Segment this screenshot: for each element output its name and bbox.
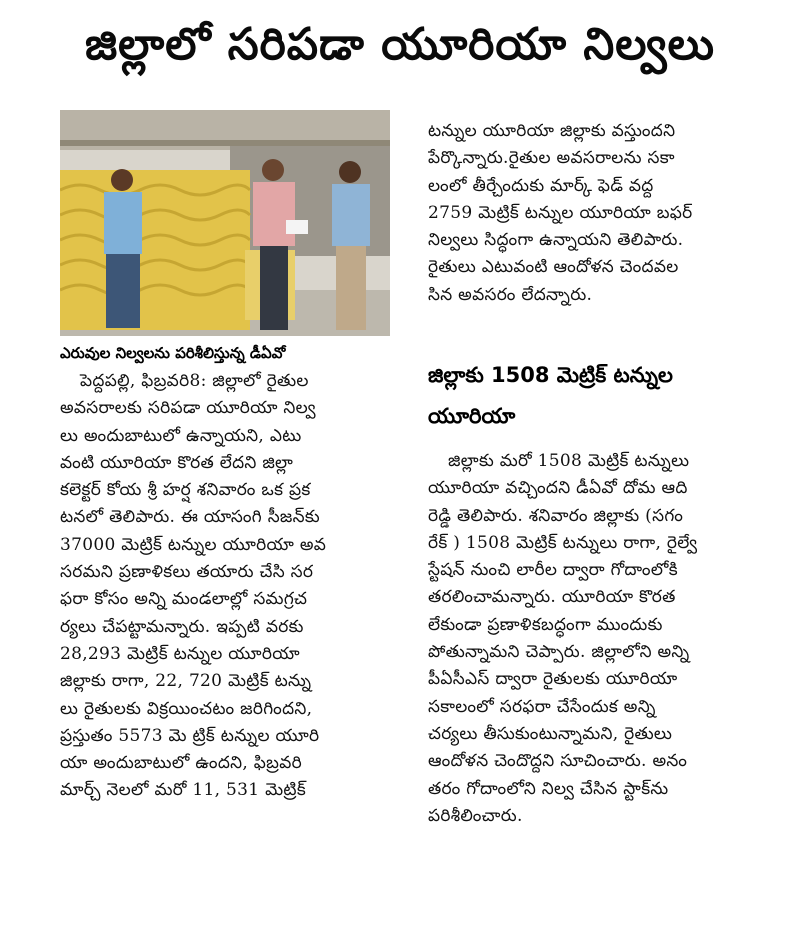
text-line: టనలో తెలిపారు. ఈ యాసంగి సీజన్‌కు (60, 507, 320, 528)
text-line: ర్యలు చేపట్టామన్నారు. ఇప్పటి వరకు (60, 616, 304, 637)
text-line: పేర్కొన్నారు.రైతుల అవసరాలను సకా (428, 148, 675, 169)
text-line: 28,293 మెట్రిక్ టన్నుల యూరియా (60, 643, 300, 664)
text-line: 2759 మెట్రిక్ టన్నుల యూరియా బఫర్ (428, 202, 693, 223)
text-line: చర్యలు తీసుకుంటున్నామని, రైతులు (428, 723, 673, 744)
text-line: తరలించామన్నారు. యూరియా కొరత (428, 587, 676, 608)
text-line: జిల్లాకు మరో 1508 మెట్రిక్ టన్నులు (448, 451, 690, 471)
subheading-line: యూరియా (428, 404, 516, 428)
text-line: సరమని ప్రణాళికలు తయారు చేసి సర (60, 562, 314, 583)
text-line: 37000 మెట్రిక్ టన్నుల యూరియా అవ (60, 534, 327, 555)
right-column-bottom (428, 448, 773, 830)
text-line: పీఏసీఎస్ ద్వారా రైతులకు యూరియా (428, 669, 678, 690)
text-line: టన్నుల యూరియా జిల్లాకు వస్తుందని (428, 121, 676, 141)
text-line: జిల్లాకు రాగా, 22, 720 మెట్రిక్ టన్ను (60, 671, 312, 692)
left-column (60, 368, 408, 805)
text-line: లు అందుబాటులో ఉన్నాయని, ఎటు (60, 425, 302, 446)
text-line: రైతులు ఎటువంటి ఆందోళన చెందవల (428, 257, 679, 278)
text-line: రేక్ ) 1508 మెట్రిక్ టన్నులు రాగా, రైల్వే (428, 532, 698, 553)
right-column-top (428, 118, 773, 309)
text-line: లేకుండా ప్రణాళికబద్ధంగా ముందుకు (428, 614, 663, 635)
text-line: తరం గోదాంలోని నిల్వ చేసిన స్టాక్‌ను (428, 778, 669, 799)
text-line: కలెక్టర్ కోయ శ్రీ హర్ష శనివారం ఒక ప్రక (60, 480, 311, 501)
text-line: పరిశీలించారు. (428, 805, 523, 826)
text-line: అవసరాలకు సరిపడా యూరియా నిల్వ (60, 398, 316, 419)
subheading (428, 355, 773, 437)
headline: జిల్లాలో సరిపడా యూరియా నిల్వలు (84, 19, 716, 70)
paper-icon (286, 220, 308, 234)
text-line: ఆందోళన చెందొద్దని సూచించారు. అనం (428, 751, 688, 772)
text-line: సకాలంలో సరఫరా చేసేందుక అన్ని (428, 696, 656, 717)
news-photo (60, 110, 390, 336)
text-line: వంటి యూరియా కొరత లేదని జిల్లా (60, 452, 294, 473)
text-line: స్టేషన్ నుంచి లారీల ద్వారా గోదాంలోకి (428, 560, 678, 581)
text-line: మార్చ్ నెలలో మరో 11, 531 మెట్రిక్ (60, 780, 306, 801)
subheading-line: జిల్లాకు 1508 మెట్రిక్ టన్నుల (428, 363, 673, 387)
text-line: ప్రస్తుతం 5573 మె ట్రిక్ టన్నుల యూరి (60, 725, 320, 746)
person-right (332, 161, 370, 330)
text-line: రెడ్డి తెలిపారు. శనివారం జిల్లాకు (సగం (428, 505, 684, 526)
text-line: లంలో తీర్చేందుకు మార్క్ ఫెడ్ వద్ద (428, 175, 654, 196)
text-line: సిన అవసరం లేదన్నారు. (428, 284, 593, 305)
text-line: పెద్దపల్లి, ఫిబ్రవరి8: జిల్లాలో రైతుల (80, 371, 309, 391)
text-line: నిల్వలు సిద్ధంగా ఉన్నాయని తెలిపారు. (428, 230, 684, 251)
text-line: యా అందుబాటులో ఉందని, ఫిబ్రవరి (60, 753, 302, 774)
text-line: యూరియా వచ్చిందని డీఏవో దోమ ఆది (428, 478, 688, 499)
text-line: ఫరా కోసం అన్ని మండలాల్లో సమగ్రచ (60, 589, 308, 610)
warehouse-photo-illustration (60, 110, 390, 336)
text-line: లు రైతులకు విక్రయించటం జరిగిందని, (60, 698, 313, 719)
person-left (104, 169, 142, 328)
photo-caption: ఎరువుల నిల్వలను పరిశీలిస్తున్న డీఏవో (60, 344, 286, 362)
text-line: పోతున్నామని చెప్పారు. జిల్లాలోని అన్ని (428, 642, 690, 663)
